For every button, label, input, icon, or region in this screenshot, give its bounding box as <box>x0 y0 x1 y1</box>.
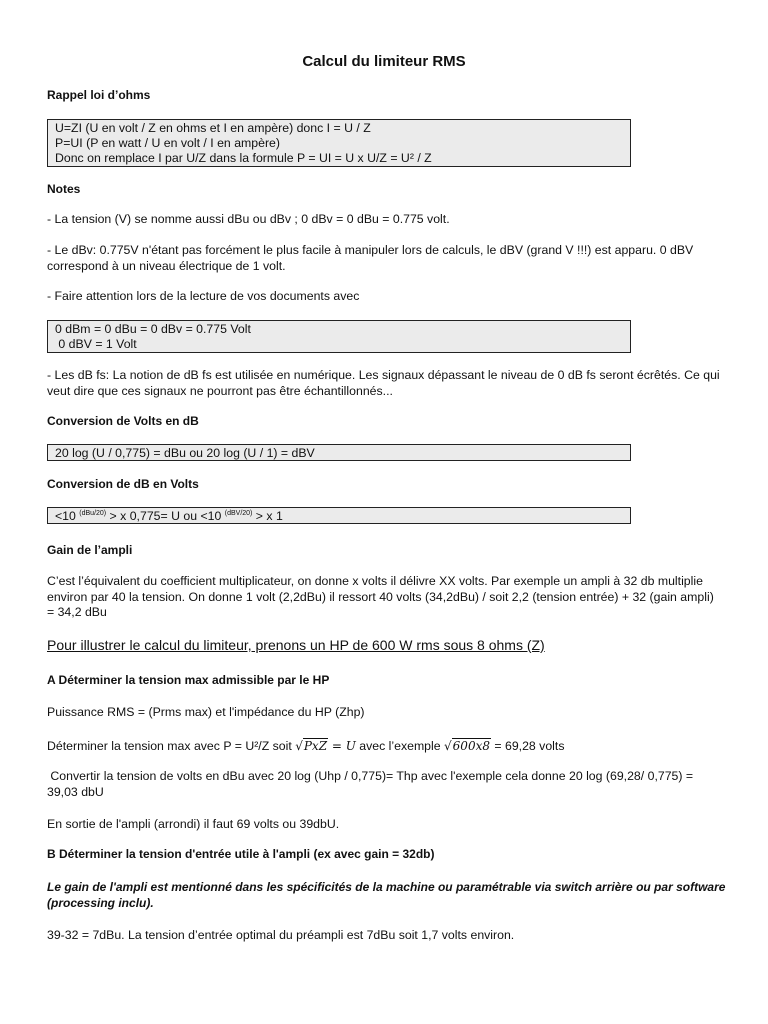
section-a-paragraph-4: En sortie de l'ampli (arrondi) il faut 69 volts ou 39dbU. <box>47 817 340 831</box>
box-line: Donc on remplace I par U/Z dans la formule P = UI = U x U/Z = U² / Z <box>55 151 432 165</box>
heading-conversion-volts-db: Conversion de Volts en dB <box>47 414 199 428</box>
heading-notes: Notes <box>47 182 81 196</box>
section-a-paragraph-2 <box>47 739 747 755</box>
heading-conversion-db-volts: Conversion de dB en Volts <box>47 477 199 491</box>
heading-section-a: A Déterminer la tension max admissible par le HP <box>47 673 330 687</box>
box-formula-volts-db: 20 log (U / 0,775) = dBu ou 20 log (U / 1) = dBV <box>47 444 631 461</box>
sqrt-formula-1: √PxZ = U <box>295 739 356 753</box>
notes-paragraph-4: - Les dB fs: La notion de dB fs est utilisée en numérique. Les signaux dépassant le niveau de 0 dB fs seront écrêtés. Ce qui veut dire que ces signaux ne pourront pas être échantillonnés... <box>47 368 720 398</box>
sqrt-radicand: PxZ <box>303 739 328 753</box>
sqrt-formula-2: √600x8 <box>444 739 490 753</box>
text-part: = 69,28 volts <box>490 739 565 753</box>
formula-part: > x 0,775= U ou <10 <box>106 509 225 523</box>
box-line: U=ZI (U en volt / Z en ohms et I en ampère) donc I = U / Z <box>55 121 371 135</box>
notes-paragraph-1: - La tension (V) se nomme aussi dBu ou dBv ; 0 dBv = 0 dBu = 0.775 volt. <box>47 212 450 226</box>
section-b-paragraph-1: 39-32 = 7dBu. La tension d’entrée optimal du préampli est 7dBu soit 1,7 volts environ. <box>47 928 515 942</box>
heading-rappel: Rappel loi d’ohms <box>47 88 151 102</box>
section-a-paragraph-3: Convertir la tension de volts en dBu avec 20 log (Uhp / 0,775)= Thp avec l'exemple cela donne 20 log (69,28/ 0,775) = 39,03 dbU <box>47 769 697 799</box>
page-title: Calcul du limiteur RMS <box>302 53 466 70</box>
gain-paragraph: C’est l’équivalent du coefficient multiplicateur, on donne x volts il délivre XX volts. Par exemple un ampli à 32 db multiplie environ par 40 la tension. On donne 1 volt (2,2dBu) il ressort 40 volts (34,2dBu) / soit 2,2 (tension entrée) + 32 (gain ampli) = 34,2 dBu <box>47 574 714 619</box>
heading-gain: Gain de l’ampli <box>47 543 133 557</box>
formula-part: > x 1 <box>252 509 283 523</box>
box-line: 0 dBV = 1 Volt <box>55 337 137 351</box>
formula-part: = U <box>328 739 356 753</box>
exponent-dbu: (dBu/20) <box>79 510 107 517</box>
exponent-dbv: (dBV/20) <box>224 510 253 517</box>
section-b-italic-note: Le gain de l'ampli est mentionné dans les spécificités de la machine ou paramétrable via switch arrière ou par software (processing inclu). <box>47 880 726 910</box>
section-a-paragraph-1: Puissance RMS = (Prms max) et l'impédance du HP (Zhp) <box>47 705 365 719</box>
notes-paragraph-3: - Faire attention lors de la lecture de vos documents avec <box>47 289 360 303</box>
formula-part: <10 <box>55 509 80 523</box>
sqrt-radicand: 600x8 <box>452 739 490 753</box>
box-line: 0 dBm = 0 dBu = 0 dBv = 0.775 Volt <box>55 322 251 336</box>
text-part: avec l’exemple <box>355 739 445 753</box>
notes-paragraph-2: - Le dBv: 0.775V n'étant pas forcément le plus facile à manipuler lors de calculs, le dBV (grand V !!!) est apparu. 0 dBV correspond à un niveau électrique de 1 volt. <box>47 243 694 273</box>
box-line: P=UI (P en watt / U en volt / I en ampère) <box>55 136 280 150</box>
box-dbm-equivalences <box>47 320 631 353</box>
box-loi-ohms <box>47 119 631 167</box>
illustration-heading: Pour illustrer le calcul du limiteur, prenons un HP de 600 W rms sous 8 ohms (Z) <box>47 637 545 653</box>
text-part: Déterminer la tension max avec P = U²/Z soit <box>47 739 296 753</box>
box-formula-db-volts <box>47 507 631 524</box>
heading-section-b: B Déterminer la tension d'entrée utile à l'ampli (ex avec gain = 32db) <box>47 847 435 861</box>
